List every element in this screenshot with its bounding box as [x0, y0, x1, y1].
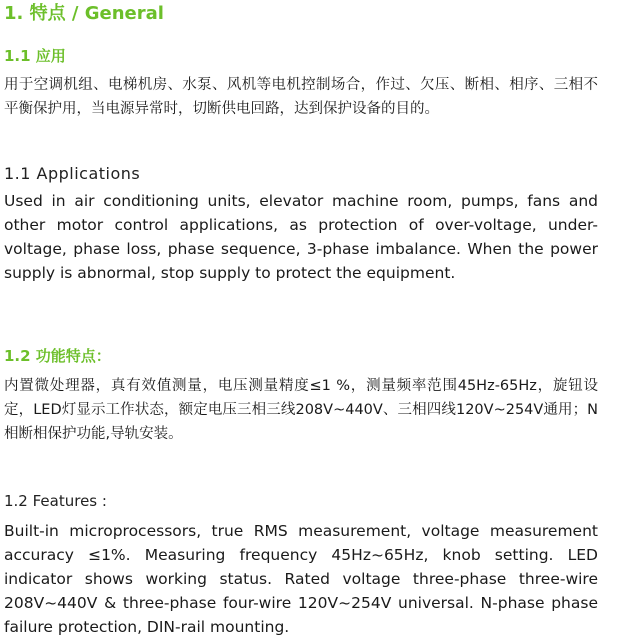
features-heading-en: 1.2 Features : — [4, 492, 107, 510]
application-body-en: Used in air conditioning units, elevator machine room, pumps, fans and other motor control applications, as protection of over-voltage, under-voltage, phase loss, phase sequence, 3-phase imbalance. When the power supply is abnormal, stop supply to protect the equipment. — [4, 192, 598, 282]
application-heading-zh: 1.1 应用 — [4, 47, 66, 65]
application-body-zh: 用于空调机组、电梯机房、水泵、风机等电机控制场合，作过、欠压、断相、相序、三相不平衡保护用，当电源异常时，切断供电回路，达到保护设备的目的。 — [4, 77, 598, 117]
features-body-en: Built-in microprocessors, true RMS measurement, voltage measurement accuracy ≤1%. Measuring frequency 45Hz~65Hz, knob setting. LED indicator shows working status. Rated voltage three-phase three-wire 208V~440V & three-phase four-wire 120V~254V universal. N-phase phase failure protection, DIN-rail mounting. — [4, 522, 598, 636]
application-heading-en: 1.1 Applications — [4, 164, 141, 183]
section-title: 1. 特点 / General — [4, 3, 164, 24]
features-body-zh: 内置微处理器，真有效值测量，电压测量精度≤1 %，测量频率范围45Hz-65Hz，旋钮设定，LED灯显示工作状态，额定电压三相三线208V~440V、三相四线120V~254V通用；N 相断相保护功能,导轨安装。 — [4, 378, 598, 442]
features-heading-zh: 1.2 功能特点： — [4, 347, 111, 365]
